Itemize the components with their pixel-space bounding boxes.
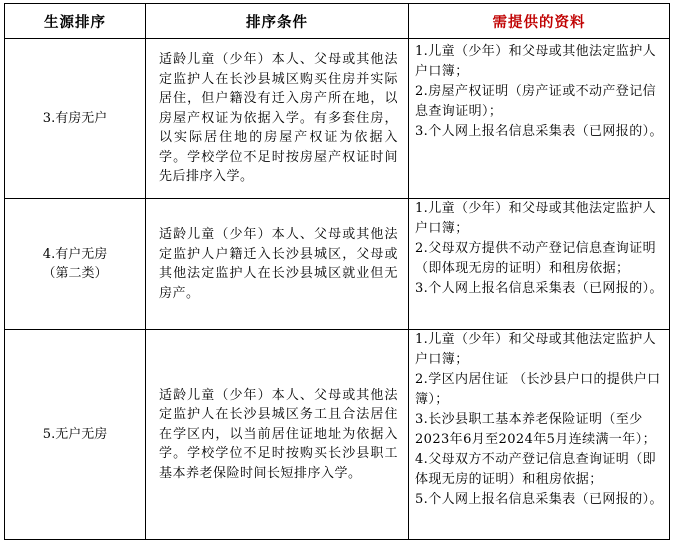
source-label: 4.有户无房: [42, 247, 108, 262]
material-item: 2.房屋产权证明（房产证或不动产登记信息查询证明）；: [415, 84, 657, 119]
material-item: 2.父母双方提供不动产登记信息查询证明（即体现无房的证明）和租房依据；: [415, 241, 657, 276]
source-cell: [5, 199, 146, 330]
table-row: [5, 330, 670, 540]
material-item: 1.儿童（少年）和父母或其他法定监护人户口簿；: [415, 332, 657, 367]
source-label: 5.无户无房: [42, 427, 108, 442]
enrollment-policy-table: [4, 3, 670, 540]
material-item: 1.儿童（少年）和父母或其他法定监护人户口簿；: [415, 201, 657, 236]
materials-cell: [409, 199, 670, 330]
header-materials: 需提供的资料: [409, 4, 670, 39]
materials-cell: [409, 330, 670, 540]
material-item: 3.个人网上报名信息采集表（已网报的）。: [415, 124, 663, 139]
material-item: 3.长沙县职工基本养老保险证明（至少2023年6月至2024年5月连续满一年）；: [415, 412, 657, 447]
material-item: 1.儿童（少年）和父母或其他法定监护人户口簿；: [415, 44, 657, 79]
materials-cell: [409, 39, 670, 199]
table-row: [5, 199, 670, 330]
source-cell: [5, 39, 146, 199]
source-sublabel: （第二类）: [42, 266, 108, 281]
table-row: [5, 39, 670, 199]
header-source: 生源排序: [5, 4, 146, 39]
material-item: 4.父母双方不动产登记信息查询证明（即体现无房的证明）和租房依据；: [415, 452, 657, 487]
header-condition: 排序条件: [146, 4, 409, 39]
condition-cell: 适龄儿童（少年）本人、父母或其他法定监护人在长沙县城区购买住房并实际居住，但户籍没有迁入房产所在地，以房屋产权证为依据入学。有多套住房，以实际居住地的房屋产权证为依据入学。学校学位不足时按房屋产权证时间先后排序入学。: [146, 39, 409, 199]
source-label: 3.有房无户: [42, 111, 108, 126]
condition-cell: 适龄儿童（少年）本人、父母或其他法定监护人在长沙县城区务工且合法居住在学区内，以当前居住证地址为依据入学。学校学位不足时按购买长沙县职工基本养老保险时间长短排序入学。: [146, 330, 409, 540]
material-item: 2.学区内居住证 （长沙县户口的提供户口簿）；: [415, 372, 661, 407]
material-item: 3.个人网上报名信息采集表（已网报的）。: [415, 281, 663, 296]
source-cell: [5, 330, 146, 540]
table-header-row: [5, 4, 670, 39]
condition-cell: 适龄儿童（少年）本人、父母或其他法定监护人户籍迁入长沙县城区，父母或其他法定监护人在长沙县城区就业但无房产。: [146, 199, 409, 330]
material-item: 5.个人网上报名信息采集表（已网报的）。: [415, 492, 663, 507]
